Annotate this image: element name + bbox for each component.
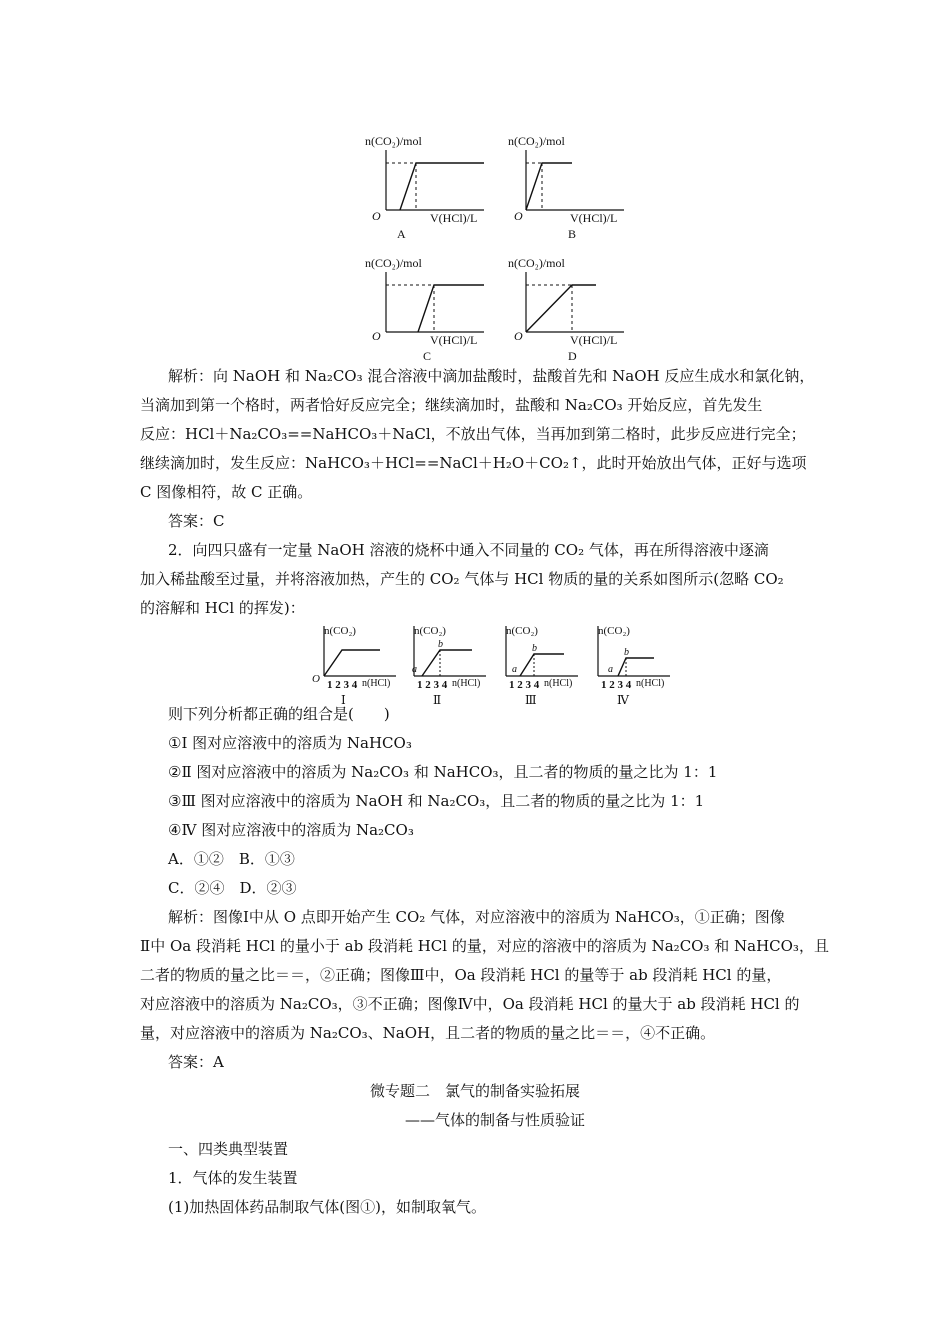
graph-b-x-label: V(HCl)/L bbox=[570, 211, 618, 225]
graph-a-caption: A bbox=[397, 227, 406, 241]
analysis2-line-1: 解析：图像Ⅰ中从 O 点即开始产生 CO₂ 气体，对应溶液中的溶质为 NaHCO₃，①正确；图像 bbox=[168, 908, 785, 926]
answer-1: 答案：C bbox=[168, 512, 225, 530]
graph-d-x-label: V(HCl)/L bbox=[570, 333, 618, 347]
svg-text:n(CO₂): n(CO₂) bbox=[598, 625, 630, 637]
svg-text:a: a bbox=[412, 664, 417, 675]
analysis2-line-3: 二者的物质的量之比＝＝，②正确；图像Ⅲ中，Oa 段消耗 HCl 的量等于 ab 段消耗 HCl 的量， bbox=[140, 966, 782, 984]
analysis2-line-5: 量，对应溶液中的溶质为 Na₂CO₃、NaOH，且二者的物质的量之比＝＝，④不正确。 bbox=[140, 1024, 716, 1042]
graph-c bbox=[365, 256, 484, 363]
graph-iii bbox=[506, 625, 578, 707]
graphs-abcd-figure bbox=[0, 0, 950, 370]
analysis2-line-2: Ⅱ中 Oa 段消耗 HCl 的量小于 ab 段消耗 HCl 的量，对应的溶液中的溶质为 Na₂CO₃ 和 NaHCO₃，且 bbox=[140, 937, 829, 955]
svg-text:n(CO₂): n(CO₂) bbox=[506, 625, 538, 637]
graph-b-caption: B bbox=[568, 227, 577, 241]
graphs-q2-figure bbox=[0, 620, 950, 710]
graph-d-caption: D bbox=[568, 349, 577, 363]
question2-line-2: 加入稀盐酸至过量，并将溶液加热，产生的 CO₂ 气体与 HCl 物质的量的关系如图所示(忽略 CO₂ bbox=[140, 570, 784, 588]
analysis1-line-5: C 图像相符，故 C 正确。 bbox=[140, 483, 313, 501]
svg-text:b: b bbox=[532, 643, 537, 654]
svg-text:b: b bbox=[624, 647, 629, 658]
analysis1-line-1: 解析：向 NaOH 和 Na₂CO₃ 混合溶液中滴加盐酸时，盐酸首先和 NaOH 反应生成水和氯化钠， bbox=[168, 367, 815, 385]
graph-c-caption: C bbox=[423, 349, 432, 363]
graph-d bbox=[508, 256, 624, 363]
svg-text:1 2 3 4: 1 2 3 4 bbox=[327, 679, 358, 691]
svg-text:n(CO₂): n(CO₂) bbox=[324, 625, 356, 637]
svg-text:O: O bbox=[514, 209, 523, 223]
svg-text:1 2 3 4: 1 2 3 4 bbox=[417, 679, 448, 691]
statement-3: ③Ⅲ 图对应溶液中的溶质为 NaOH 和 Na₂CO₃，且二者的物质的量之比为 1：1 bbox=[168, 792, 705, 810]
svg-text:1 2 3 4: 1 2 3 4 bbox=[601, 679, 632, 691]
svg-text:a: a bbox=[512, 664, 517, 675]
graph-i-caption: Ⅰ bbox=[341, 693, 346, 707]
svg-text:n(HCl): n(HCl) bbox=[636, 678, 665, 689]
svg-text:O: O bbox=[514, 329, 523, 343]
statement-4: ④Ⅳ 图对应溶液中的溶质为 Na₂CO₃ bbox=[168, 821, 414, 839]
svg-text:a: a bbox=[608, 664, 613, 675]
graph-ii-caption: Ⅱ bbox=[433, 693, 442, 707]
svg-text:n(HCl): n(HCl) bbox=[362, 678, 391, 689]
graph-a-x-label: V(HCl)/L bbox=[430, 211, 478, 225]
svg-text:n(HCl): n(HCl) bbox=[544, 678, 573, 689]
analysis1-line-3: 反应：HCl＋Na₂CO₃==NaHCO₃＋NaCl，不放出气体，当再加到第二格时，此步反应进行完全； bbox=[140, 425, 806, 443]
graph-a bbox=[365, 134, 484, 241]
svg-text:O: O bbox=[372, 209, 381, 223]
graph-c-y-label: n(CO₂)/mol bbox=[365, 256, 422, 270]
options-line-1: A．①② B．①③ bbox=[168, 850, 295, 868]
graph-b bbox=[508, 134, 624, 241]
graph-c-x-label: V(HCl)/L bbox=[430, 333, 478, 347]
graph-iv bbox=[598, 625, 670, 707]
options-line-2: C．②④ D．②③ bbox=[168, 879, 297, 897]
question2-stem: 则下列分析都正确的组合是( ) bbox=[168, 705, 390, 723]
analysis1-line-2: 当滴加到第一个格时，两者恰好反应完全；继续滴加时，盐酸和 Na₂CO₃ 开始反应，首先发生 bbox=[140, 396, 763, 414]
graph-b-y-label: n(CO₂)/mol bbox=[508, 134, 565, 148]
heading-1: 一、四类典型装置 bbox=[168, 1140, 289, 1158]
svg-text:n(HCl): n(HCl) bbox=[452, 678, 481, 689]
statement-1: ①Ⅰ 图对应溶液中的溶质为 NaHCO₃ bbox=[168, 734, 412, 752]
section-title: 微专题二 氯气的制备实验拓展 bbox=[369, 1082, 580, 1100]
statement-2: ②Ⅱ 图对应溶液中的溶质为 Na₂CO₃ 和 NaHCO₃，且二者的物质的量之比为 1：1 bbox=[168, 763, 718, 781]
analysis2-line-4: 对应溶液中的溶质为 Na₂CO₃，③不正确；图像Ⅳ中，Oa 段消耗 HCl 的量大于 ab 段消耗 HCl 的 bbox=[140, 995, 800, 1013]
graph-i bbox=[312, 625, 396, 707]
graph-d-y-label: n(CO₂)/mol bbox=[508, 256, 565, 270]
section-subtitle: ——气体的制备与性质验证 bbox=[404, 1111, 585, 1129]
item-1: (1)加热固体药品制取气体(图①)，如制取氧气。 bbox=[168, 1198, 486, 1216]
question2-line-1: 2．向四只盛有一定量 NaOH 溶液的烧杯中通入不同量的 CO₂ 气体，再在所得溶液中逐滴 bbox=[168, 541, 769, 559]
analysis1-line-4: 继续滴加时，发生反应：NaHCO₃＋HCl==NaCl＋H₂O＋CO₂↑，此时开始放出气体，正好与选项 bbox=[140, 454, 807, 472]
svg-text:O: O bbox=[372, 329, 381, 343]
question2-line-3: 的溶解和 HCl 的挥发)： bbox=[140, 599, 305, 617]
svg-text:1 2 3 4: 1 2 3 4 bbox=[509, 679, 540, 691]
graph-ii bbox=[412, 625, 486, 707]
heading-2: 1．气体的发生装置 bbox=[168, 1169, 298, 1187]
graph-iii-caption: Ⅲ bbox=[525, 693, 537, 707]
answer-2: 答案：A bbox=[168, 1053, 224, 1071]
svg-text:n(CO₂): n(CO₂) bbox=[414, 625, 446, 637]
graph-a-y-label: n(CO₂)/mol bbox=[365, 134, 422, 148]
svg-text:O: O bbox=[312, 673, 320, 685]
graph-iv-caption: Ⅳ bbox=[617, 693, 629, 707]
svg-text:b: b bbox=[438, 639, 443, 650]
